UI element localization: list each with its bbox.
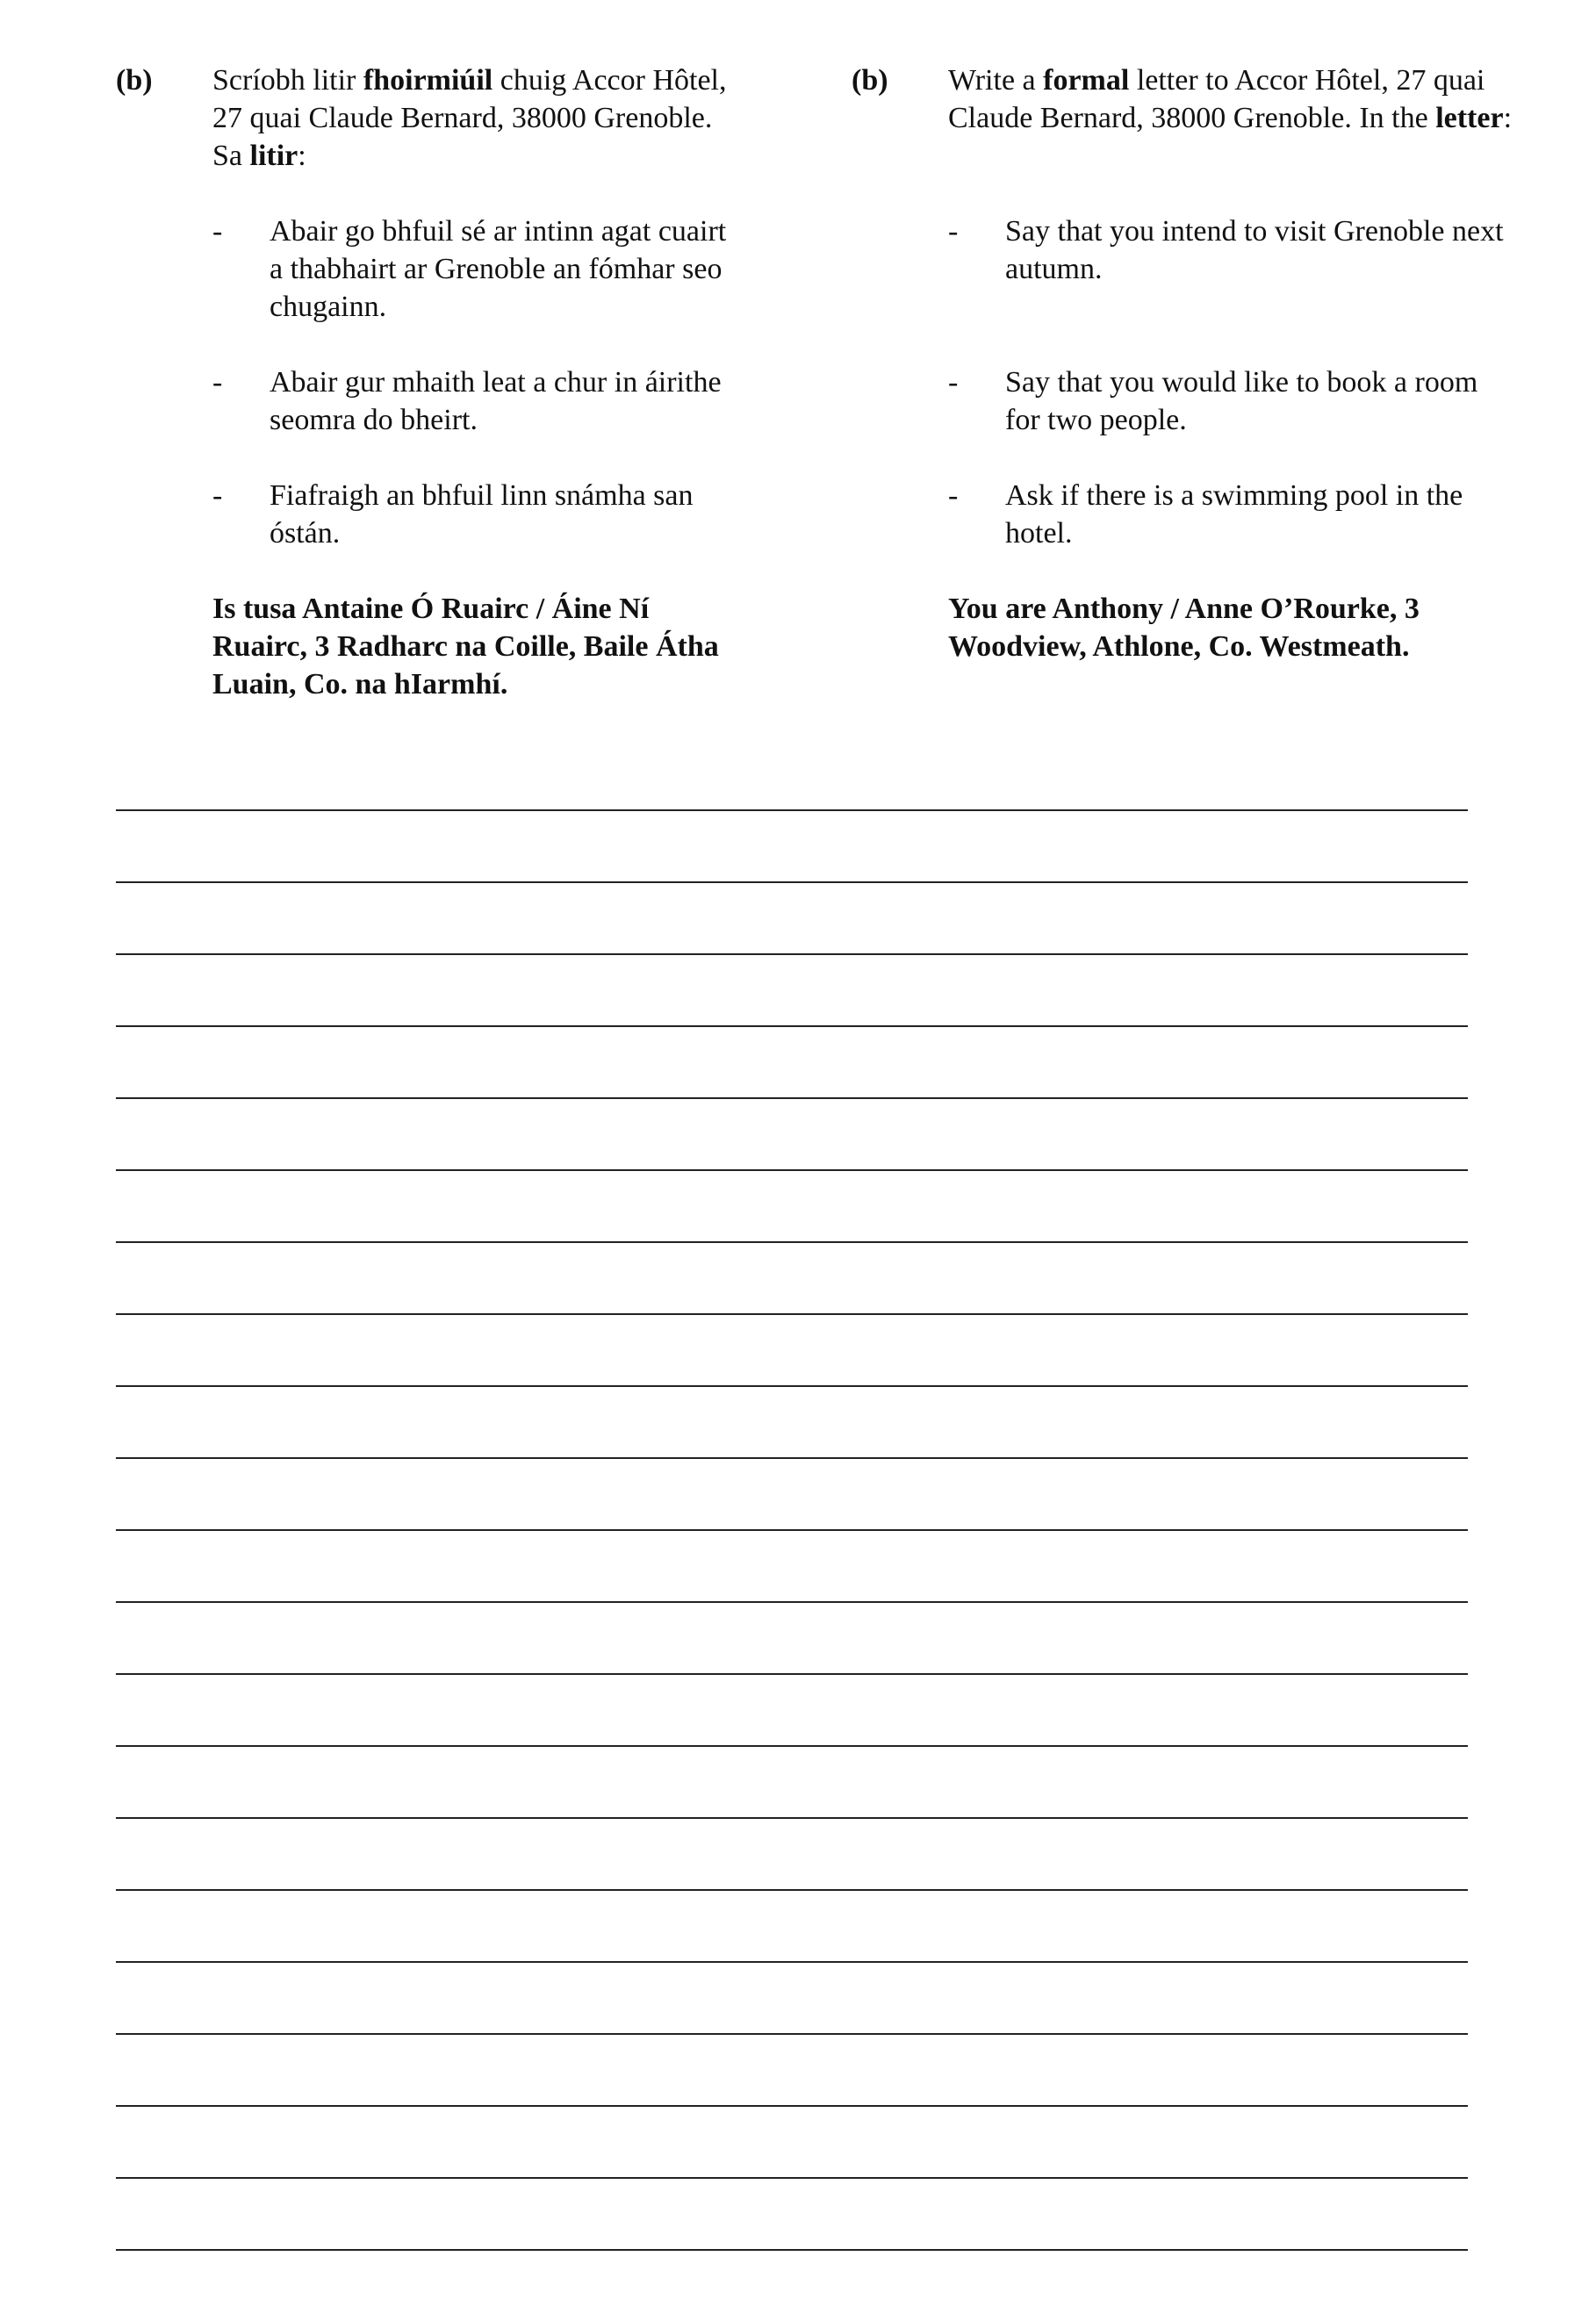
answer-line[interactable] — [116, 953, 1468, 955]
irish-intro-end: : — [298, 140, 306, 172]
answer-line[interactable] — [116, 1817, 1468, 1819]
irish-intro-pre: Scríobh litir — [212, 64, 363, 97]
bullet-dash: - — [948, 479, 959, 512]
bullet-dash: - — [212, 215, 223, 248]
english-intro-bold: formal — [1043, 64, 1130, 97]
english-signature: You are Anthony / Anne O’Rourke, 3 Woodview, Athlone, Co. Westmeath. — [948, 593, 1420, 663]
answer-line[interactable] — [116, 1097, 1468, 1099]
answer-line[interactable] — [116, 1457, 1468, 1459]
irish-bullet-text: Fiafraigh an bhfuil linn snámha san óstán. — [270, 479, 694, 550]
english-intro-pre: Write a — [948, 64, 1044, 97]
irish-bullet-text: Abair gur mhaith leat a chur in áirithe seomra do bheirt. — [270, 366, 722, 436]
bullet-dash: - — [212, 479, 223, 512]
irish-bullet-text: Abair go bhfuil sé ar intinn agat cuairt a thabhairt ar Grenoble an fómhar seo chugainn. — [270, 215, 727, 323]
english-instructions — [948, 61, 1519, 137]
answer-line[interactable] — [116, 1601, 1468, 1603]
irish-intro-bold2: litir — [249, 140, 298, 172]
english-bullet-text: Say that you would like to book a room for two people. — [1005, 366, 1478, 436]
irish-intro-mid: chuig Accor Hôtel, 27 quai Claude Bernard, 38000 Grenoble. Sa — [212, 64, 727, 172]
english-intro-bold2: letter — [1435, 102, 1504, 134]
answer-line[interactable] — [116, 1889, 1468, 1891]
answer-line[interactable] — [116, 1241, 1468, 1243]
question-label: (b) — [116, 64, 153, 97]
answer-line[interactable] — [116, 1313, 1468, 1315]
answer-line[interactable] — [116, 1745, 1468, 1747]
bullet-dash: - — [948, 215, 959, 248]
english-intro-mid: letter to Accor Hôtel, 27 quai Claude Bernard, 38000 Grenoble. In the — [948, 64, 1485, 134]
answer-line[interactable] — [116, 1025, 1468, 1027]
irish-question-body — [212, 61, 730, 701]
answer-line[interactable] — [116, 881, 1468, 883]
answer-line[interactable] — [116, 1385, 1468, 1387]
bullet-dash: - — [948, 366, 959, 399]
answer-line[interactable] — [116, 2033, 1468, 2035]
answer-line[interactable] — [116, 1529, 1468, 1531]
english-question-body — [948, 61, 1519, 663]
english-intro-end: : — [1503, 102, 1513, 134]
irish-signature: Is tusa Antaine Ó Ruairc / Áine Ní Ruairc, 3 Radharc na Coille, Baile Átha Luain, Co. na hIarmhí. — [212, 593, 719, 701]
english-bullet-text: Say that you intend to visit Grenoble next autumn. — [1005, 215, 1504, 285]
irish-instructions — [212, 61, 730, 175]
answer-line[interactable] — [116, 809, 1468, 811]
english-bullet-text: Ask if there is a swimming pool in the hotel. — [1005, 479, 1463, 550]
answer-lines — [116, 809, 1468, 2321]
answer-line[interactable] — [116, 1169, 1468, 1171]
answer-line[interactable] — [116, 1673, 1468, 1675]
answer-line[interactable] — [116, 1961, 1468, 1963]
answer-line[interactable] — [116, 2249, 1468, 2251]
irish-intro-bold: fhoirmiúil — [363, 64, 493, 97]
question-label: (b) — [852, 64, 888, 97]
bullet-dash: - — [212, 366, 223, 399]
answer-line[interactable] — [116, 2105, 1468, 2107]
answer-line[interactable] — [116, 2177, 1468, 2179]
